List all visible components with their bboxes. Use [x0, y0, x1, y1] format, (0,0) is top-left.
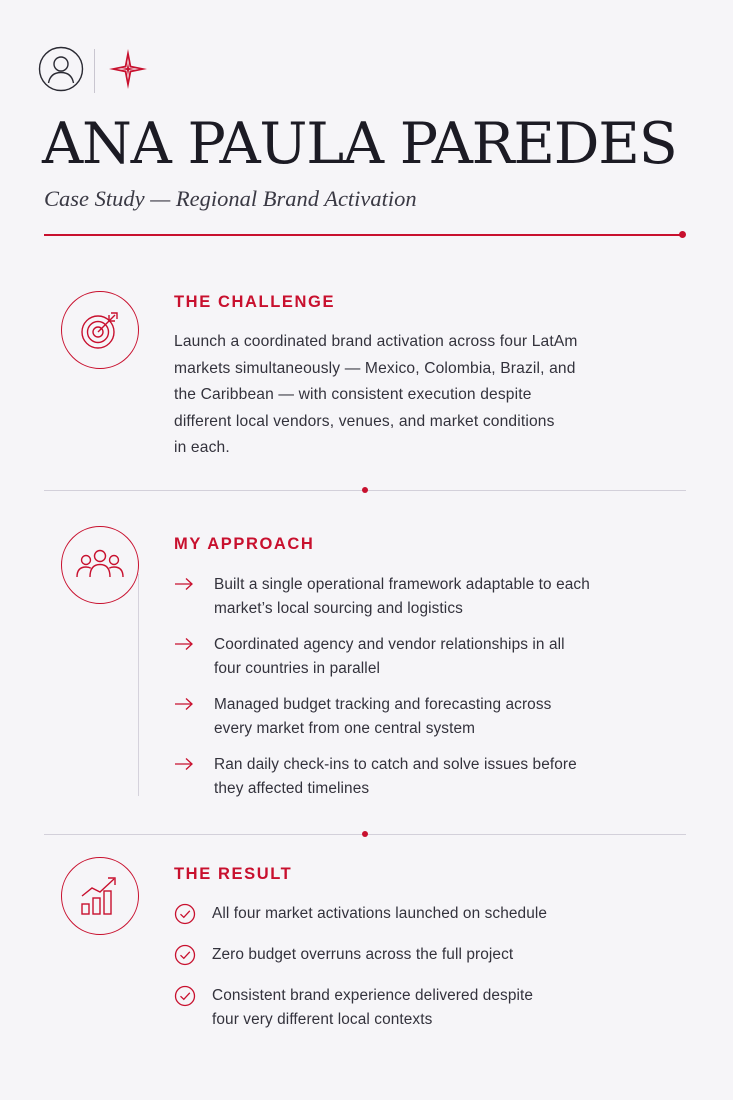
list-item: [174, 753, 644, 801]
header-separator: [94, 49, 95, 93]
approach-heading: MY APPROACH: [174, 535, 315, 553]
challenge-line: the Caribbean — with consistent execution despite: [174, 386, 532, 404]
challenge-text: [174, 329, 654, 462]
growth-chart-icon: [61, 857, 139, 935]
list-item-line: they affected timelines: [214, 780, 370, 797]
list-item: [174, 633, 644, 681]
compass-star-icon: [107, 46, 149, 97]
list-item: [174, 573, 644, 621]
title-rule-dot: [679, 231, 686, 238]
challenge-heading: THE CHALLENGE: [174, 293, 336, 311]
header-icons: [38, 48, 149, 94]
check-circle-icon: [174, 903, 196, 933]
approach-timeline-line: [138, 574, 139, 796]
list-item-line: Zero budget overruns across the full project: [212, 946, 514, 963]
list-item: [174, 984, 644, 1032]
challenge-line: in each.: [174, 439, 230, 457]
list-item-line: every market from one central system: [214, 720, 476, 737]
arrow-right-icon: [174, 695, 194, 721]
list-item-line: Managed budget tracking and forecasting across: [214, 696, 552, 713]
list-item: [174, 943, 644, 967]
list-item-line: Coordinated agency and vendor relationships in all: [214, 636, 565, 653]
list-item-line: All four market activations launched on schedule: [212, 905, 548, 922]
list-item-line: Built a single operational framework adaptable to each: [214, 576, 590, 593]
team-icon: [61, 526, 139, 604]
page-subtitle: Case Study — Regional Brand Activation: [44, 186, 417, 211]
user-icon: [38, 46, 84, 97]
list-item-line: Consistent brand experience delivered despite: [212, 987, 534, 1004]
target-arrow-icon: [61, 291, 139, 369]
divider-dot: [362, 487, 368, 493]
arrow-right-icon: [174, 755, 194, 781]
challenge-line: markets simultaneously — Mexico, Colombia, Brazil, and: [174, 359, 576, 377]
list-item-line: Ran daily check-ins to catch and solve issues before: [214, 756, 577, 773]
challenge-line: Launch a coordinated brand activation across four LatAm: [174, 333, 578, 350]
page-title: ANA PAULA PAREDES: [42, 111, 677, 177]
list-item-line: four countries in parallel: [214, 660, 380, 677]
check-circle-icon: [174, 985, 196, 1015]
challenge-line: different local vendors, venues, and market conditions: [174, 412, 555, 430]
divider-dot: [362, 831, 368, 837]
result-list: [174, 902, 644, 1049]
title-rule: [44, 234, 682, 236]
list-item-line: four very different local contexts: [212, 1011, 433, 1028]
list-item-line: market’s local sourcing and logistics: [214, 600, 463, 617]
result-heading: THE RESULT: [174, 865, 293, 883]
approach-list: [174, 573, 644, 813]
list-item: [174, 902, 644, 926]
arrow-right-icon: [174, 575, 194, 601]
check-circle-icon: [174, 944, 196, 974]
list-item: [174, 693, 644, 741]
arrow-right-icon: [174, 635, 194, 661]
